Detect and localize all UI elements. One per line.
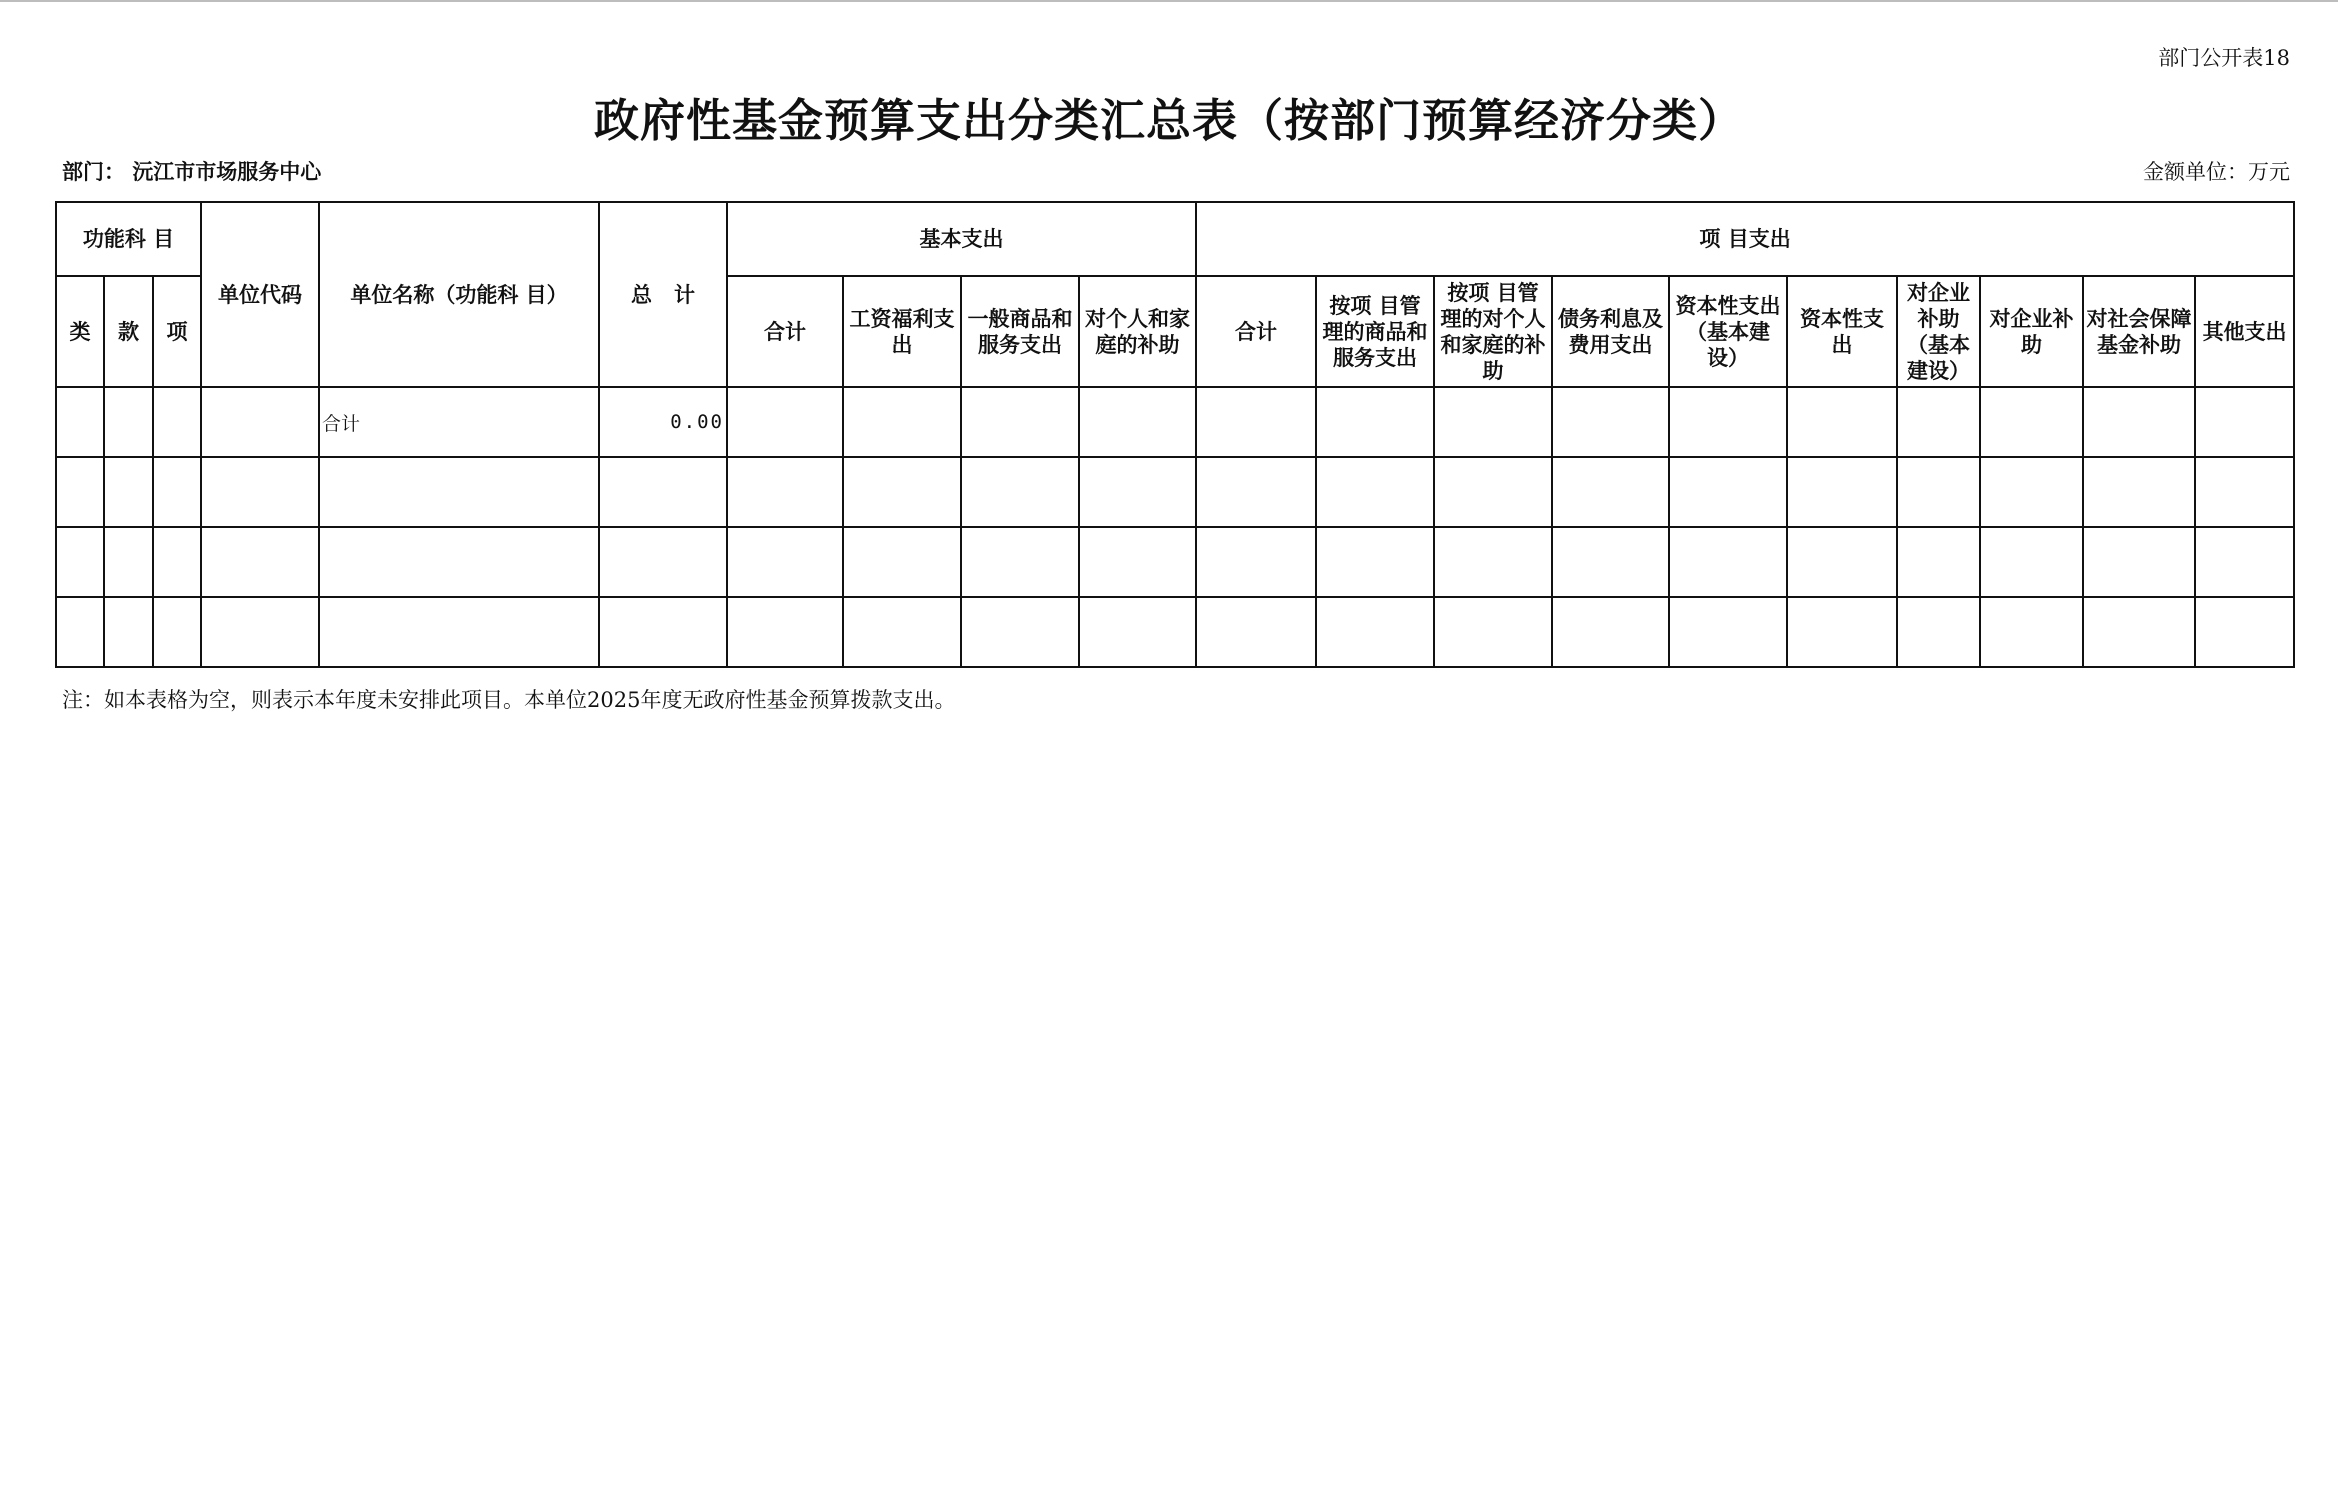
form-number: 部门公开表18 bbox=[2158, 46, 2290, 70]
unit-name-header: 单位名称（功能科 目） bbox=[319, 202, 599, 387]
unit-code-cell bbox=[201, 527, 319, 597]
debt-interest-header: 债务利息及费用支出 bbox=[1552, 276, 1669, 387]
total-cell bbox=[599, 457, 727, 527]
total-cell bbox=[599, 597, 727, 667]
goods-services-header: 一般商品和服务支出 bbox=[961, 276, 1079, 387]
unit-code-cell bbox=[201, 387, 319, 457]
unit-name-cell: 合计 bbox=[319, 387, 599, 457]
table-row bbox=[56, 387, 2294, 457]
xiang-cell bbox=[153, 597, 201, 667]
total-cell bbox=[599, 527, 727, 597]
kuan-cell bbox=[104, 457, 153, 527]
project-goods-services-header: 按项 目管理的商品和服务支出 bbox=[1316, 276, 1434, 387]
basic-total-header: 合计 bbox=[727, 276, 843, 387]
xiang-header: 项 bbox=[153, 276, 201, 387]
project-household-subsidy-header: 按项 目管理的对个人和家庭的补助 bbox=[1434, 276, 1552, 387]
total-header: 总 计 bbox=[599, 202, 727, 387]
lei-cell bbox=[56, 457, 104, 527]
enterprise-subsidy-header: 对企业补助 bbox=[1980, 276, 2083, 387]
unit-code-cell bbox=[201, 597, 319, 667]
kuan-cell bbox=[104, 597, 153, 667]
unit-name-cell bbox=[319, 457, 599, 527]
lei-header: 类 bbox=[56, 276, 104, 387]
project-expenditure-header: 项 目支出 bbox=[1196, 202, 2294, 276]
lei-cell bbox=[56, 527, 104, 597]
footnote: 注：如本表格为空，则表示本年度未安排此项目。本单位2025年度无政府性基金预算拨款支出。 bbox=[62, 688, 956, 712]
lei-cell bbox=[56, 597, 104, 667]
xiang-cell bbox=[153, 457, 201, 527]
basic-expenditure-header: 基本支出 bbox=[727, 202, 1196, 276]
unit-name-cell bbox=[319, 527, 599, 597]
functional-subject-header: 功能科 目 bbox=[56, 202, 201, 276]
unit-name-cell bbox=[319, 597, 599, 667]
xiang-cell bbox=[153, 527, 201, 597]
expenditure-table bbox=[55, 201, 2295, 668]
capital-construction-header: 资本性支出（基本建设） bbox=[1669, 276, 1787, 387]
unit-code-cell bbox=[201, 457, 319, 527]
enterprise-subsidy-construction-header: 对企业补助（基本建设） bbox=[1897, 276, 1980, 387]
xiang-cell bbox=[153, 387, 201, 457]
salary-welfare-header: 工资福利支出 bbox=[843, 276, 961, 387]
amount-unit-label: 金额单位：万元 bbox=[2143, 160, 2290, 184]
other-expenditure-header: 其他支出 bbox=[2195, 276, 2294, 387]
unit-code-header: 单位代码 bbox=[201, 202, 319, 387]
header-row-1 bbox=[56, 202, 2294, 276]
lei-cell bbox=[56, 387, 104, 457]
kuan-cell bbox=[104, 387, 153, 457]
table-row bbox=[56, 457, 2294, 527]
individual-household-subsidy-header: 对个人和家庭的补助 bbox=[1079, 276, 1196, 387]
social-security-fund-subsidy-header: 对社会保障基金补助 bbox=[2083, 276, 2195, 387]
total-cell: 0.00 bbox=[599, 387, 727, 457]
kuan-header: 款 bbox=[104, 276, 153, 387]
capital-expenditure-header: 资本性支出 bbox=[1787, 276, 1897, 387]
department-label: 部门： 沅江市市场服务中心 bbox=[62, 159, 322, 184]
table-row bbox=[56, 527, 2294, 597]
table-row bbox=[56, 597, 2294, 667]
project-total-header: 合计 bbox=[1196, 276, 1316, 387]
kuan-cell bbox=[104, 527, 153, 597]
page-title: 政府性基金预算支出分类汇总表（按部门预算经济分类） bbox=[593, 94, 1744, 147]
